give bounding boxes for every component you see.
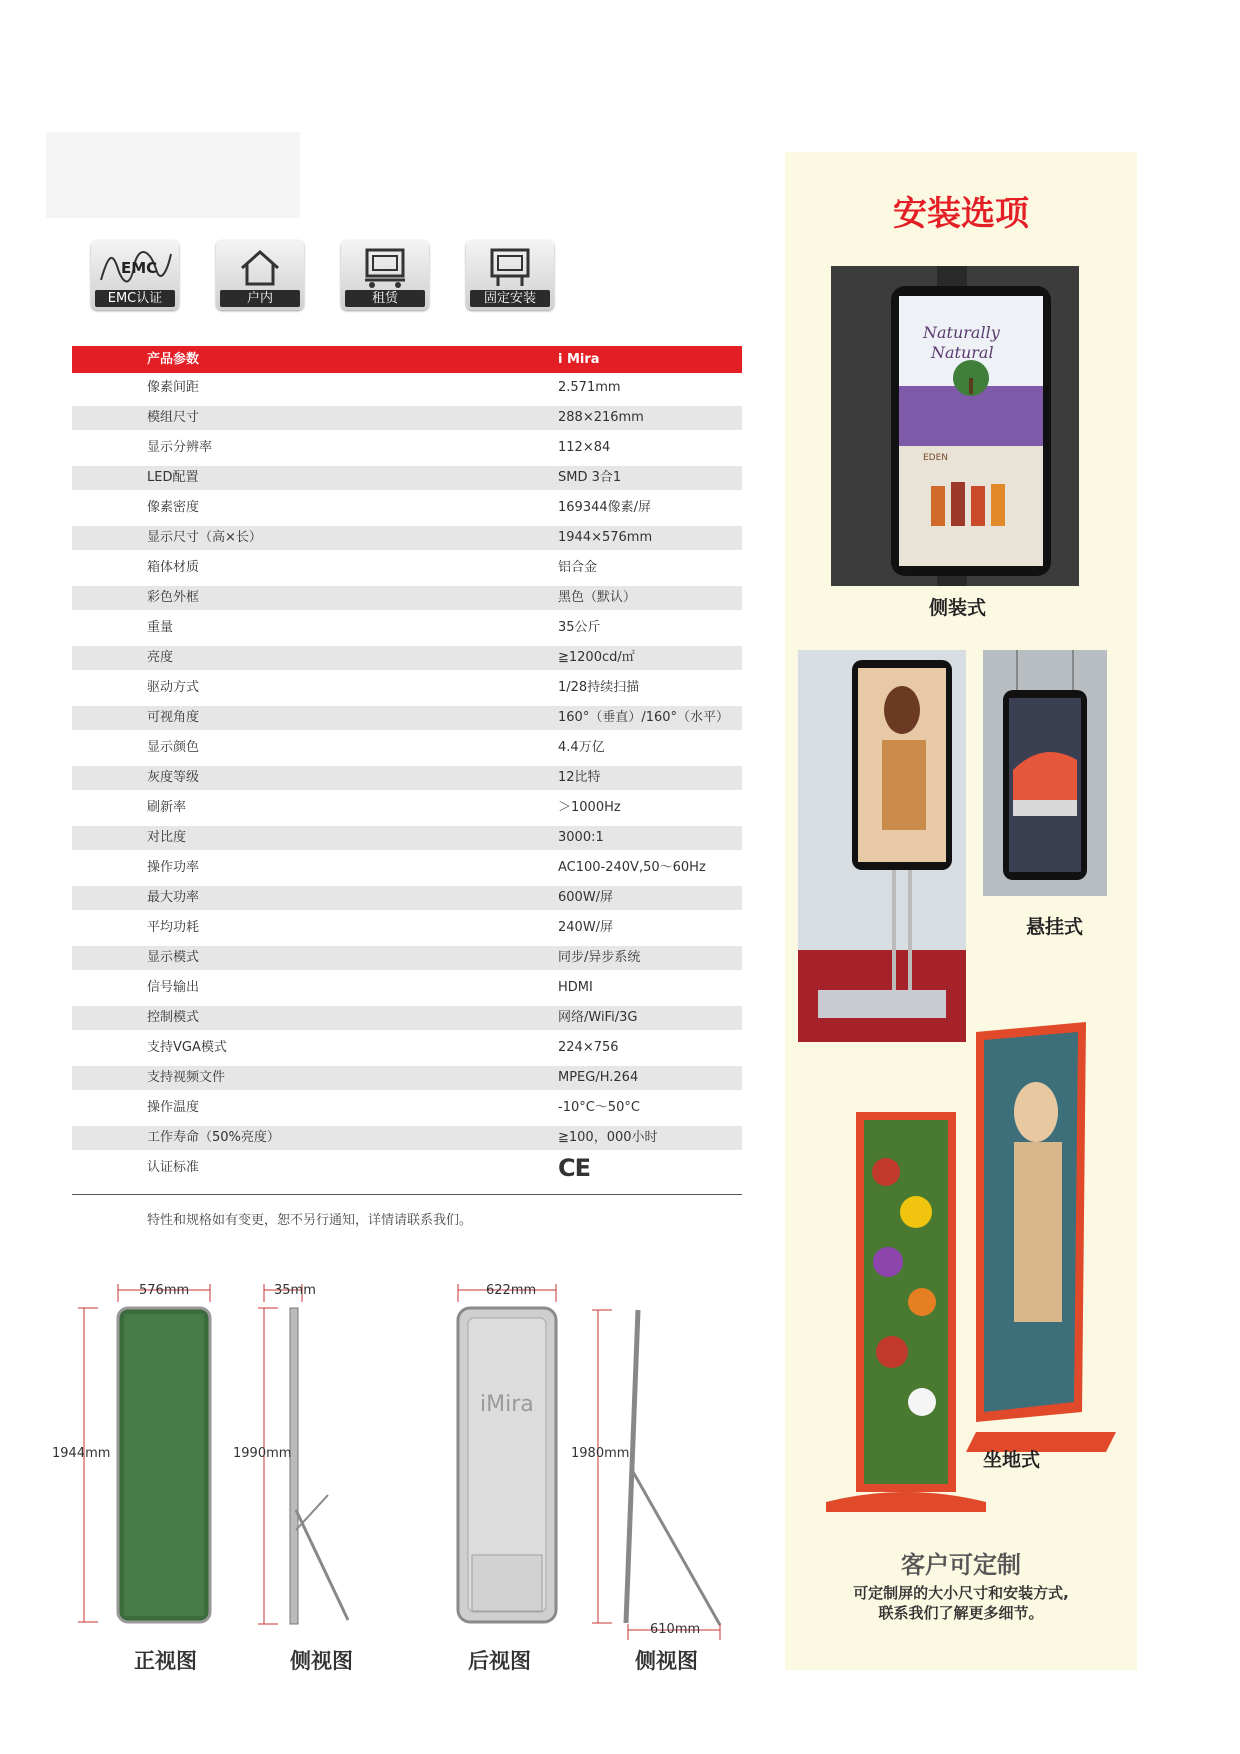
spec-label: 像素密度 [147, 500, 200, 515]
spec-label: 支持视频文件 [147, 1070, 226, 1085]
spec-row [72, 1123, 742, 1153]
caption-floor: 坐地式 [983, 1449, 1041, 1471]
front-height-label: 1944mm [52, 1446, 111, 1461]
spec-row [72, 1093, 742, 1123]
spec-rows [72, 373, 742, 1183]
feature-rental [341, 240, 429, 310]
panel-title: 安装选项 [893, 194, 1029, 234]
spec-label: 认证标准 [147, 1160, 200, 1175]
brand-label: EDEN [923, 453, 949, 463]
spec-label: 显示模式 [147, 950, 200, 965]
custom-description [785, 1583, 1137, 1623]
ad-text-1: Naturally [923, 323, 1000, 342]
spec-label: 重量 [147, 620, 174, 635]
spec-row [72, 1033, 742, 1063]
spec-value: 169344像素/屏 [558, 500, 652, 515]
emc-icon [91, 242, 179, 290]
spec-label: 最大功率 [147, 890, 200, 905]
floor-stand-model-image [798, 650, 966, 1042]
spec-label: 刷新率 [147, 800, 187, 815]
spec-value: AC100-240V,50～60Hz [558, 860, 706, 875]
spec-value: 1944×576mm [558, 530, 653, 545]
spec-row [72, 403, 742, 433]
spec-value: 1/28持续扫描 [558, 680, 640, 695]
spec-label: LED配置 [147, 470, 199, 485]
caption-side-view-2: 侧视图 [635, 1649, 698, 1673]
spec-label: 工作寿命（50%亮度） [147, 1130, 280, 1145]
spec-value: SMD 3合1 [558, 470, 622, 485]
spec-row [72, 673, 742, 703]
caption-front-view: 正视图 [134, 1649, 197, 1673]
side2-height-label: 1980mm [571, 1446, 630, 1461]
custom-line-2: 联系我们了解更多细节。 [878, 1604, 1044, 1622]
spec-value: 224×756 [558, 1040, 619, 1055]
spec-row [72, 973, 742, 1003]
ce-mark: CE [558, 1154, 591, 1182]
side-mount-image [831, 266, 1079, 586]
logo-placeholder [46, 132, 300, 218]
spec-row [72, 913, 742, 943]
spec-value: -10°C～50°C [558, 1100, 640, 1115]
spec-label: 显示颜色 [147, 740, 200, 755]
spec-row [72, 1063, 742, 1093]
table-bottom-rule [72, 1194, 742, 1195]
spec-value: 600W/屏 [558, 890, 614, 905]
side-height-label: 1990mm [233, 1446, 292, 1461]
spec-row [72, 553, 742, 583]
spec-label: 对比度 [147, 830, 187, 845]
spec-value: 2.571mm [558, 380, 621, 395]
spec-value: 网络/WiFi/3G [558, 1010, 638, 1025]
disclaimer-note: 特性和规格如有变更，恕不另行通知，详情请联系我们。 [147, 1213, 473, 1228]
spec-value: 240W/屏 [558, 920, 614, 935]
spec-value: 3000:1 [558, 830, 604, 845]
spec-label: 像素间距 [147, 380, 200, 395]
spec-label: 控制模式 [147, 1010, 200, 1025]
spec-label: 平均功耗 [147, 920, 200, 935]
spec-row [72, 583, 742, 613]
spec-value: 35公斤 [558, 620, 601, 635]
spec-value: 铝合金 [558, 560, 598, 575]
spec-row [72, 1003, 742, 1033]
feature-label-fixed: 固定安装 [470, 290, 550, 307]
spec-table [72, 346, 742, 1183]
spec-row [72, 493, 742, 523]
spec-value: 黑色（默认） [558, 590, 637, 605]
spec-row [72, 793, 742, 823]
spec-value: ≧1200cd/㎡ [558, 650, 635, 665]
spec-value: 4.4万亿 [558, 740, 605, 755]
caption-side-mount: 侧装式 [929, 597, 987, 619]
spec-label: 操作温度 [147, 1100, 200, 1115]
feature-emc [91, 240, 179, 310]
back-view-diagram [458, 1284, 556, 1622]
spec-table-header [72, 346, 742, 373]
spec-row [72, 763, 742, 793]
spec-row [72, 823, 742, 853]
custom-line-1: 可定制屏的大小尺寸和安装方式, [853, 1584, 1069, 1602]
spec-label: 驱动方式 [147, 680, 200, 695]
spec-label: 模组尺寸 [147, 410, 200, 425]
spec-value: 112×84 [558, 440, 611, 455]
feature-label-indoor: 户内 [220, 290, 300, 307]
caption-hanging: 悬挂式 [1026, 916, 1084, 938]
hanging-mount-image [983, 650, 1107, 896]
custom-title: 客户可定制 [901, 1551, 1021, 1579]
fixed-install-icon [466, 242, 554, 290]
spec-value: 同步/异步系统 [558, 950, 641, 965]
spec-label: 亮度 [147, 650, 174, 665]
rental-cart-icon [341, 242, 429, 290]
feature-label-rental: 租赁 [345, 290, 425, 307]
spec-label: 箱体材质 [147, 560, 200, 575]
spec-label: 信号输出 [147, 980, 200, 995]
spec-value: 288×216mm [558, 410, 644, 425]
house-icon [216, 242, 304, 290]
feature-label-emc: EMC认证 [95, 290, 175, 307]
spec-row [72, 943, 742, 973]
caption-back-view: 后视图 [468, 1649, 531, 1673]
spec-row [72, 1153, 742, 1183]
spec-row [72, 703, 742, 733]
spec-label: 可视角度 [147, 710, 200, 725]
side-view-diagram-2 [592, 1310, 720, 1640]
spec-value: ＞1000Hz [558, 800, 621, 815]
ad-text-2: Natural [931, 343, 994, 362]
spec-row [72, 463, 742, 493]
spec-label: 显示尺寸（高×长） [147, 530, 262, 545]
back-logo-text: iMira [480, 1392, 534, 1417]
emc-text: EMC [121, 259, 158, 277]
spec-row [72, 733, 742, 763]
spec-label: 操作功率 [147, 860, 200, 875]
spec-row [72, 613, 742, 643]
back-width-label: 622mm [486, 1283, 537, 1298]
spec-row [72, 883, 742, 913]
feature-fixed [466, 240, 554, 310]
spec-header-model: i Mira [558, 352, 600, 367]
spec-row [72, 853, 742, 883]
side2-base-label: 610mm [650, 1622, 701, 1637]
feature-indoor [216, 240, 304, 310]
spec-header-param: 产品参数 [147, 352, 200, 367]
spec-value: 12比特 [558, 770, 601, 785]
spec-label: 彩色外框 [147, 590, 200, 605]
spec-row [72, 523, 742, 553]
spec-value: HDMI [558, 980, 593, 995]
spec-value: MPEG/H.264 [558, 1070, 639, 1085]
spec-row [72, 433, 742, 463]
side-depth-label: 35mm [274, 1283, 316, 1298]
spec-label: 显示分辨率 [147, 440, 213, 455]
floor-standing-image [826, 1012, 1116, 1518]
dimension-diagrams [40, 1280, 740, 1670]
spec-value: ≧100，000小时 [558, 1130, 658, 1145]
caption-side-view: 侧视图 [290, 1649, 353, 1673]
spec-row [72, 643, 742, 673]
spec-row [72, 373, 742, 403]
spec-value: 160°（垂直）/160°（水平） [558, 710, 730, 725]
spec-label: 灰度等级 [147, 770, 200, 785]
spec-label: 支持VGA模式 [147, 1040, 227, 1055]
front-width-label: 576mm [139, 1283, 190, 1298]
